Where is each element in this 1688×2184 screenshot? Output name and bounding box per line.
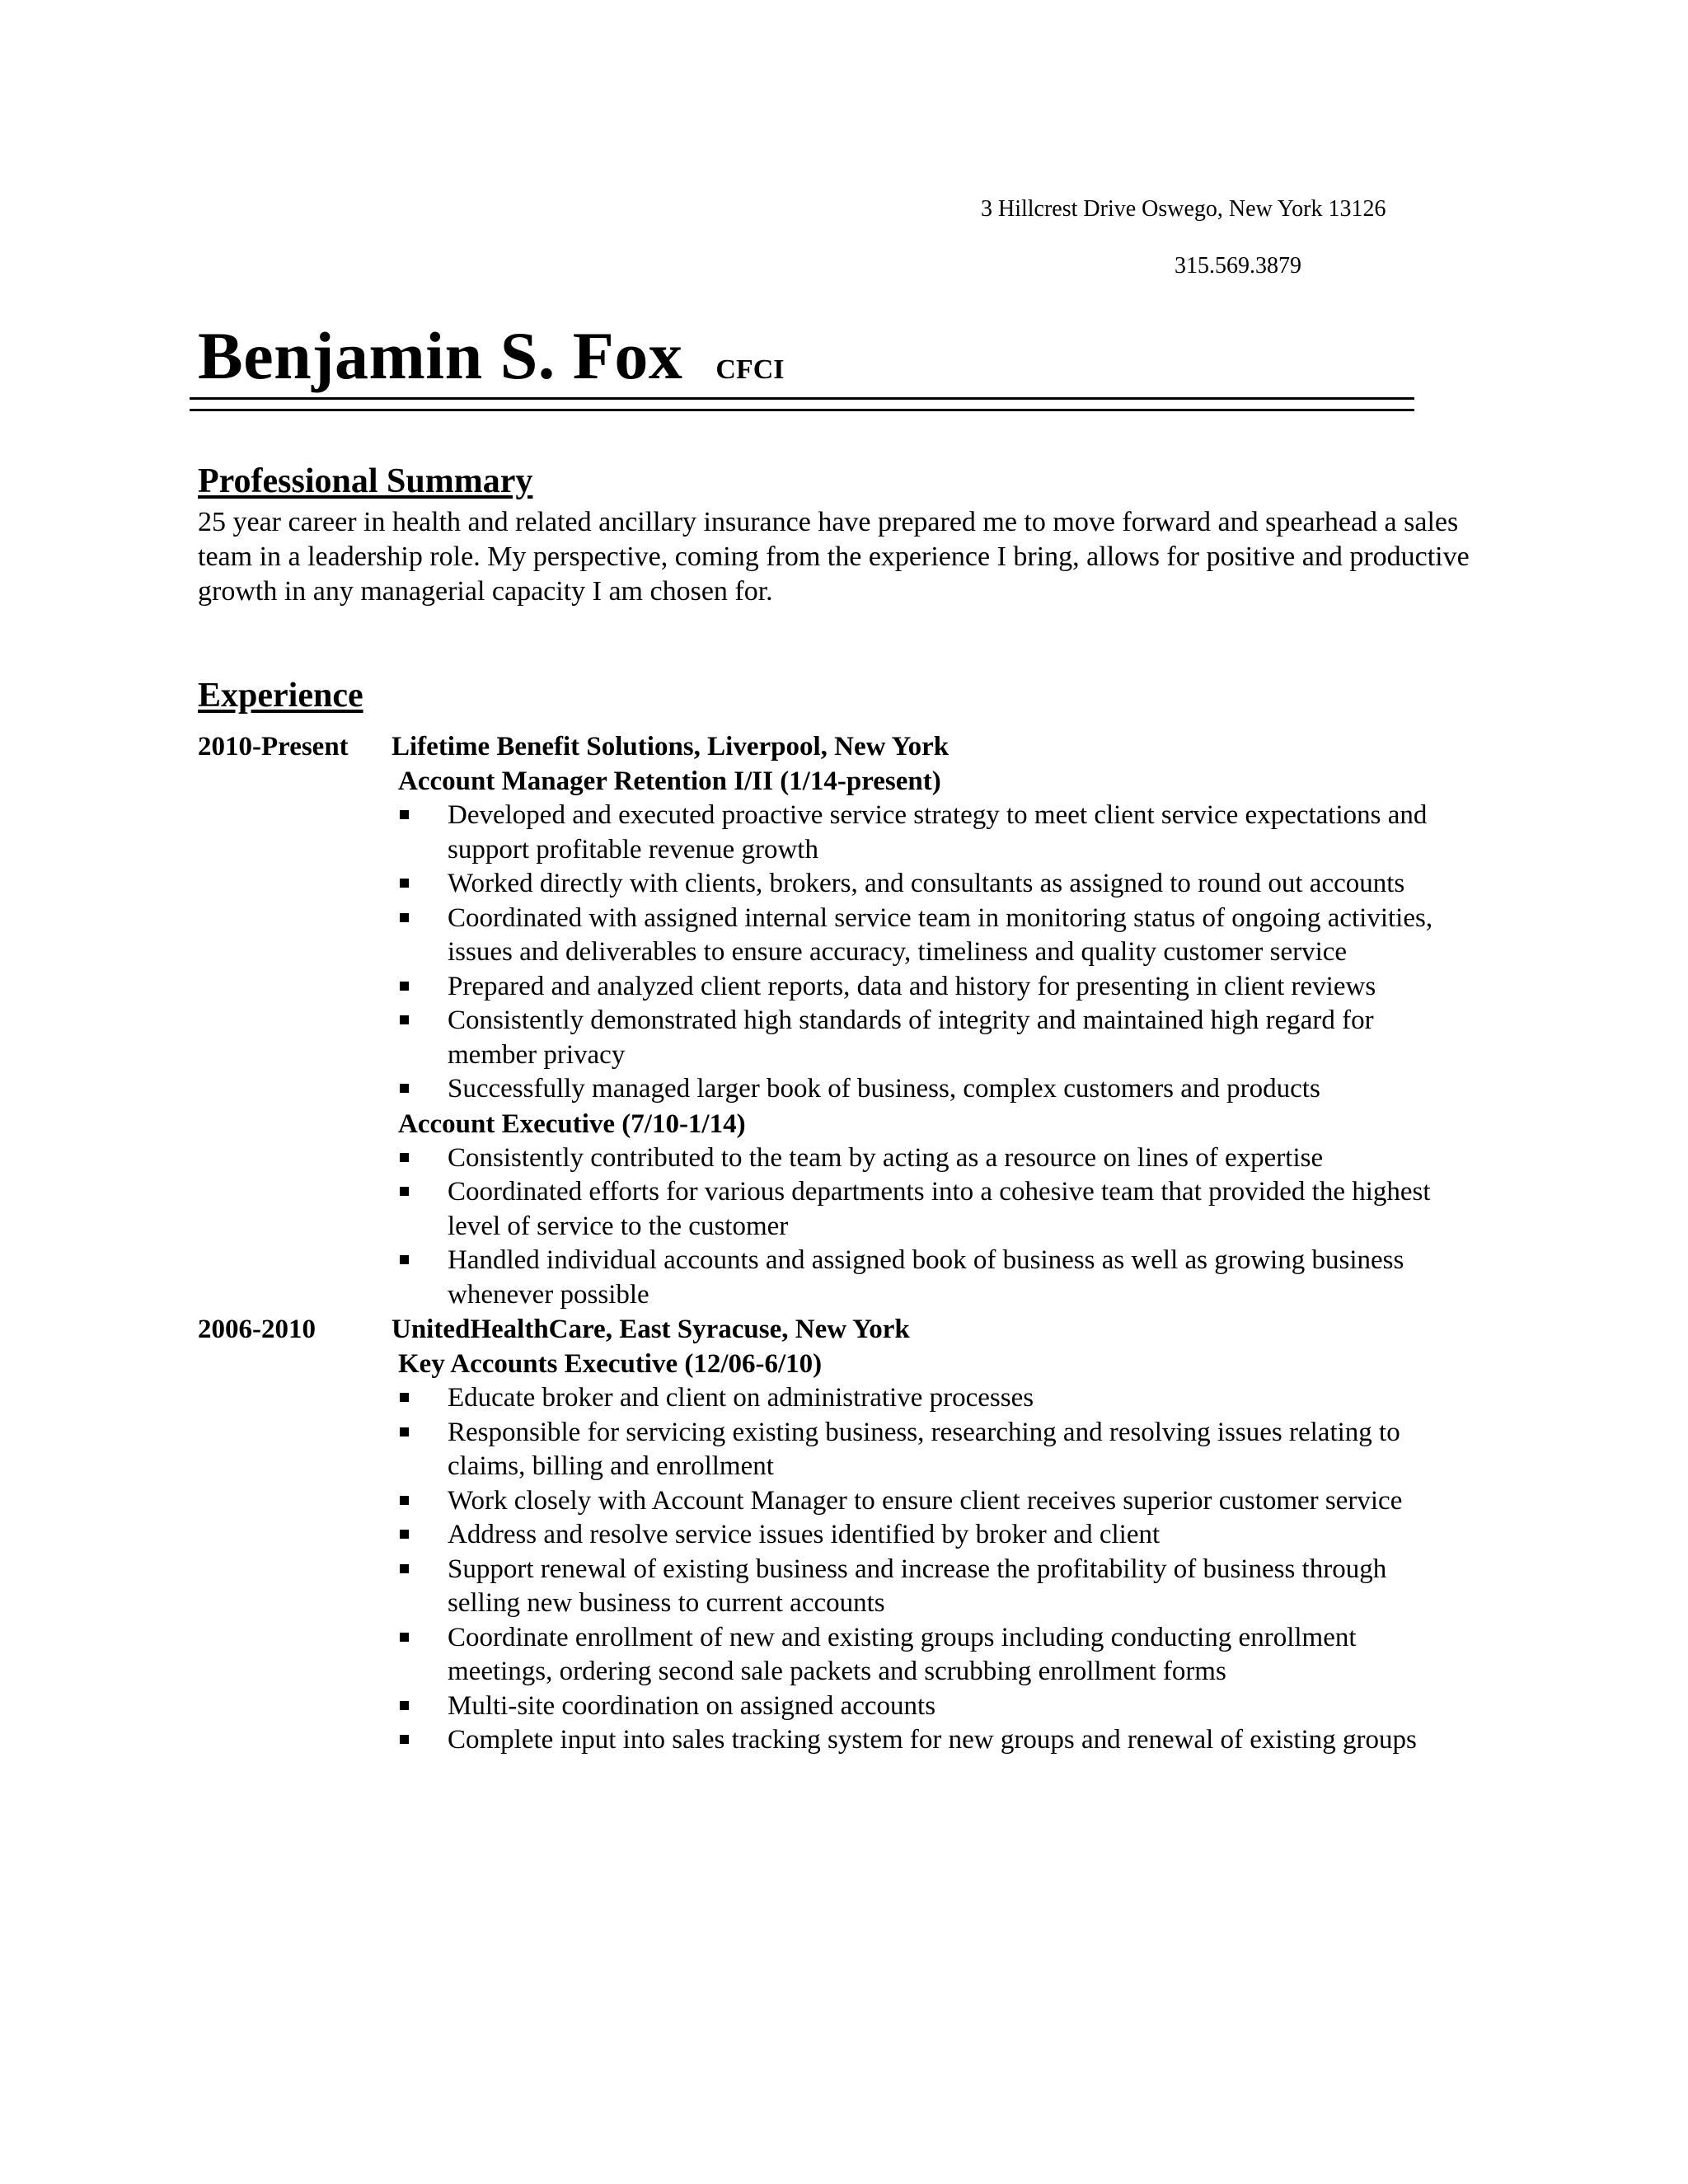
header-rule-top [190,397,1414,400]
role-bullet: Address and resolve service issues identified by broker and client [448,1518,1461,1553]
role-bullet: Handled individual accounts and assigned book of business as well as growing business whenever possible [448,1244,1461,1312]
experience-heading: Experience [198,677,363,715]
summary-text: 25 year career in health and related ancillary insurance have prepared me to move forward and spearhead a sales team in a leadership role. My perspective, coming from the experience I bring, allows for positive and productive growth in any managerial capacity I am chosen for. [198,507,1470,607]
credential: CFCI [715,354,785,385]
job-body [392,1312,1484,1758]
role-bullet-list [392,1381,1461,1758]
role-bullet: Coordinate enrollment of new and existing groups including conducting enrollment meetings, ordering second sale packets and scrubbing enrollment forms [448,1621,1461,1690]
summary-section [198,505,1484,609]
job-role-title: Account Manager Retention I/II (1/14-present) [398,766,941,796]
job-entry [198,729,1484,1312]
contact-phone: 315.569.3879 [1175,253,1301,279]
role-bullet: Coordinated with assigned internal service team in monitoring status of ongoing activities, issues and deliverables to ensure accuracy, timeliness and quality customer service [448,902,1461,970]
square-bullet-icon [400,810,409,819]
full-name: Benjamin S. Fox [198,318,683,393]
role-bullet: Responsible for servicing existing business, researching and resolving issues relating to claims, billing and enrollment [448,1416,1461,1484]
job-entry [198,1312,1484,1758]
role-bullet: Consistently demonstrated high standards of integrity and maintained high regard for member privacy [448,1004,1461,1072]
job-role-title: Key Accounts Executive (12/06-6/10) [398,1349,823,1379]
job-period: 2010-Present [198,732,349,762]
square-bullet-icon [400,1255,409,1264]
role-bullet: Worked directly with clients, brokers, and consultants as assigned to round out accounts [448,867,1461,902]
experience-list [198,729,1484,1758]
square-bullet-icon [400,1496,409,1505]
square-bullet-icon [400,1530,409,1539]
role-bullet-list [392,799,1461,1107]
job-company: Lifetime Benefit Solutions, Liverpool, New York [392,732,950,762]
square-bullet-icon [400,982,409,991]
square-bullet-icon [400,1153,409,1162]
contact-address: 3 Hillcrest Drive Oswego, New York 13126 [981,196,1386,222]
square-bullet-icon [400,1015,409,1024]
square-bullet-icon [400,879,409,888]
square-bullet-icon [400,1187,409,1196]
role-bullet: Multi-site coordination on assigned accounts [448,1690,1461,1724]
role-bullet: Developed and executed proactive service strategy to meet client service expectations and support profitable revenue growth [448,799,1461,867]
square-bullet-icon [400,1427,409,1436]
role-bullet: Prepared and analyzed client reports, data and history for presenting in client reviews [448,970,1461,1005]
header-rule-bottom [190,409,1414,411]
square-bullet-icon [400,913,409,922]
role-bullet: Complete input into sales tracking system for new groups and renewal of existing groups [448,1723,1461,1758]
role-bullet: Support renewal of existing business and increase the profitability of business through selling new business to current accounts [448,1553,1461,1621]
role-bullet: Coordinated efforts for various departments into a cohesive team that provided the highest level of service to the customer [448,1175,1461,1244]
job-body [392,729,1484,1312]
square-bullet-icon [400,1633,409,1642]
square-bullet-icon [400,1701,409,1710]
square-bullet-icon [400,1735,409,1744]
square-bullet-icon [400,1084,409,1093]
role-bullet-list [392,1141,1461,1313]
summary-heading: Professional Summary [198,462,533,500]
job-company: UnitedHealthCare, East Syracuse, New York [392,1315,910,1344]
role-bullet: Consistently contributed to the team by acting as a resource on lines of expertise [448,1141,1461,1176]
role-bullet: Work closely with Account Manager to ensure client receives superior customer service [448,1484,1461,1519]
role-bullet: Educate broker and client on administrative processes [448,1381,1461,1416]
job-period: 2006-2010 [198,1315,316,1344]
square-bullet-icon [400,1393,409,1402]
name-header [198,317,785,395]
square-bullet-icon [400,1564,409,1573]
role-bullet: Successfully managed larger book of business, complex customers and products [448,1072,1461,1107]
job-role-title: Account Executive (7/10-1/14) [398,1108,746,1139]
